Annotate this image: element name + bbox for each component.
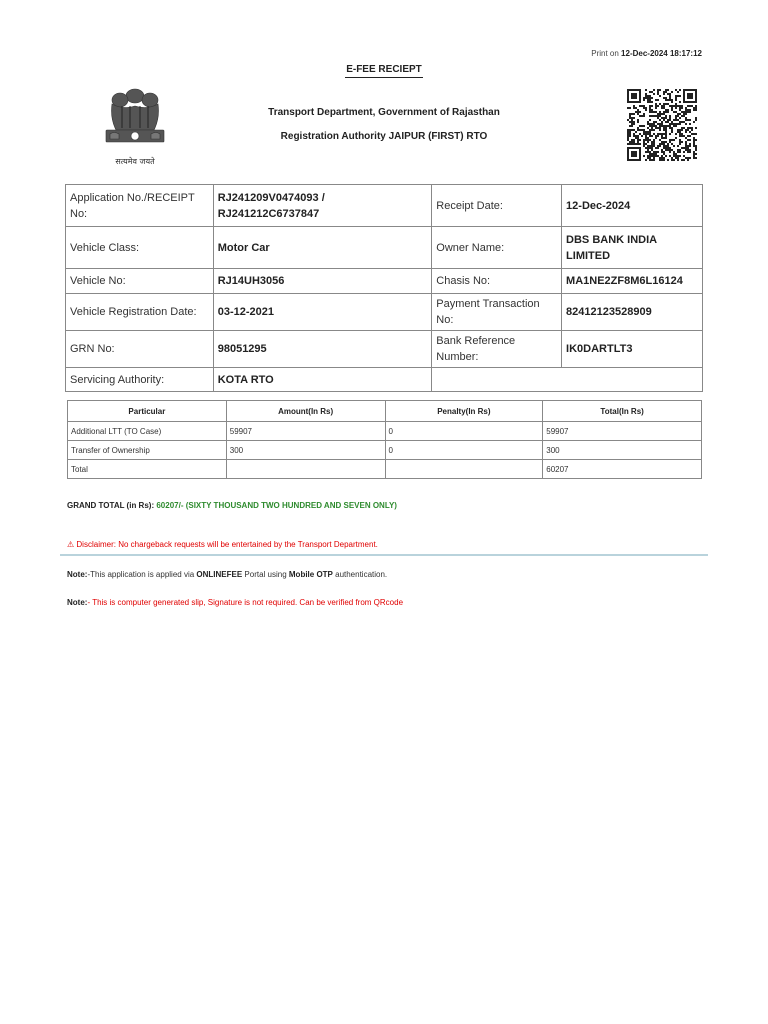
note-application: Note:-This application is applied via ONLINEFEE Portal using Mobile OTP authentication. [67, 570, 388, 579]
fee-table [67, 400, 702, 479]
warning-icon: ⚠ [67, 540, 75, 549]
grand-total [67, 501, 397, 510]
disclaimer-text: ⚠ Disclaimer: No chargeback requests will be entertained by the Transport Department. [67, 540, 378, 549]
print-timestamp [591, 49, 702, 58]
vehicle-class-label: Vehicle Class: [66, 227, 214, 269]
rto-heading: Registration Authority JAIPUR (FIRST) RTO [280, 131, 488, 142]
receipt-date-value: 12-Dec-2024 [562, 185, 703, 227]
info-row [66, 368, 703, 392]
column-header: Particular [68, 401, 227, 422]
fee-cell: Total [68, 460, 227, 479]
vehicle-no-label: Vehicle No: [66, 269, 214, 294]
fee-cell: 0 [385, 422, 543, 441]
grand-total-value: 60207/- (SIXTY THOUSAND TWO HUNDRED AND SEVEN ONLY) [156, 501, 397, 510]
owner-name-value: DBS BANK INDIA LIMITED [562, 227, 703, 269]
fee-cell [385, 460, 543, 479]
fee-cell: 60207 [543, 460, 702, 479]
column-header: Total(In Rs) [543, 401, 702, 422]
column-header: Penalty(In Rs) [385, 401, 543, 422]
payment-transaction-label: Payment Transaction No: [432, 294, 562, 331]
payment-transaction-value: 82412123528909 [562, 294, 703, 331]
fee-header-row [68, 401, 702, 422]
department-heading: Transport Department, Government of Rajasthan [268, 107, 500, 118]
receipt-date-label: Receipt Date: [432, 185, 562, 227]
emblem-motto: सत्यमेव जयते [115, 157, 155, 166]
column-header: Amount(In Rs) [226, 401, 385, 422]
vehicle-class-value: Motor Car [213, 227, 432, 269]
owner-name-label: Owner Name: [432, 227, 562, 269]
chasis-no-label: Chasis No: [432, 269, 562, 294]
vehicle-no-value: RJ14UH3056 [213, 269, 432, 294]
grn-value: 98051295 [213, 331, 432, 368]
info-row [66, 294, 703, 331]
fee-cell: 300 [543, 441, 702, 460]
fee-cell: 0 [385, 441, 543, 460]
qr-code-icon [627, 89, 697, 161]
registration-date-label: Vehicle Registration Date: [66, 294, 214, 331]
note-signature: Note:- This is computer generated slip, Signature is not required. Can be verified from QRcode [67, 598, 404, 607]
fee-cell: 300 [226, 441, 385, 460]
fee-cell: 59907 [226, 422, 385, 441]
registration-date-value: 03-12-2021 [213, 294, 432, 331]
empty-cell [432, 368, 703, 392]
grand-total-label: GRAND TOTAL (in Rs): [67, 501, 155, 510]
grn-label: GRN No: [66, 331, 214, 368]
info-row [66, 185, 703, 227]
fee-cell [226, 460, 385, 479]
fee-cell: Additional LTT (TO Case) [68, 422, 227, 441]
receipt-info-table [65, 184, 703, 392]
national-emblem-icon [92, 84, 178, 170]
page-title: E-FEE RECIEPT [0, 64, 768, 78]
application-value: RJ241209V0474093 / RJ241212C6737847 [213, 185, 432, 227]
info-row [66, 227, 703, 269]
fee-cell: Transfer of Ownership [68, 441, 227, 460]
table-row [68, 460, 702, 479]
info-row [66, 269, 703, 294]
application-label: Application No./RECEIPT No: [66, 185, 214, 227]
section-divider [60, 554, 708, 556]
bank-reference-value: IK0DARTLT3 [562, 331, 703, 368]
table-row [68, 422, 702, 441]
info-row [66, 331, 703, 368]
bank-reference-label: Bank Reference Number: [432, 331, 562, 368]
table-row [68, 441, 702, 460]
servicing-authority-value: KOTA RTO [213, 368, 432, 392]
fee-cell: 59907 [543, 422, 702, 441]
print-label: Print on [591, 49, 619, 58]
print-datetime: 12-Dec-2024 18:17:12 [621, 49, 702, 58]
chasis-no-value: MA1NE2ZF8M6L16124 [562, 269, 703, 294]
servicing-authority-label: Servicing Authority: [66, 368, 214, 392]
